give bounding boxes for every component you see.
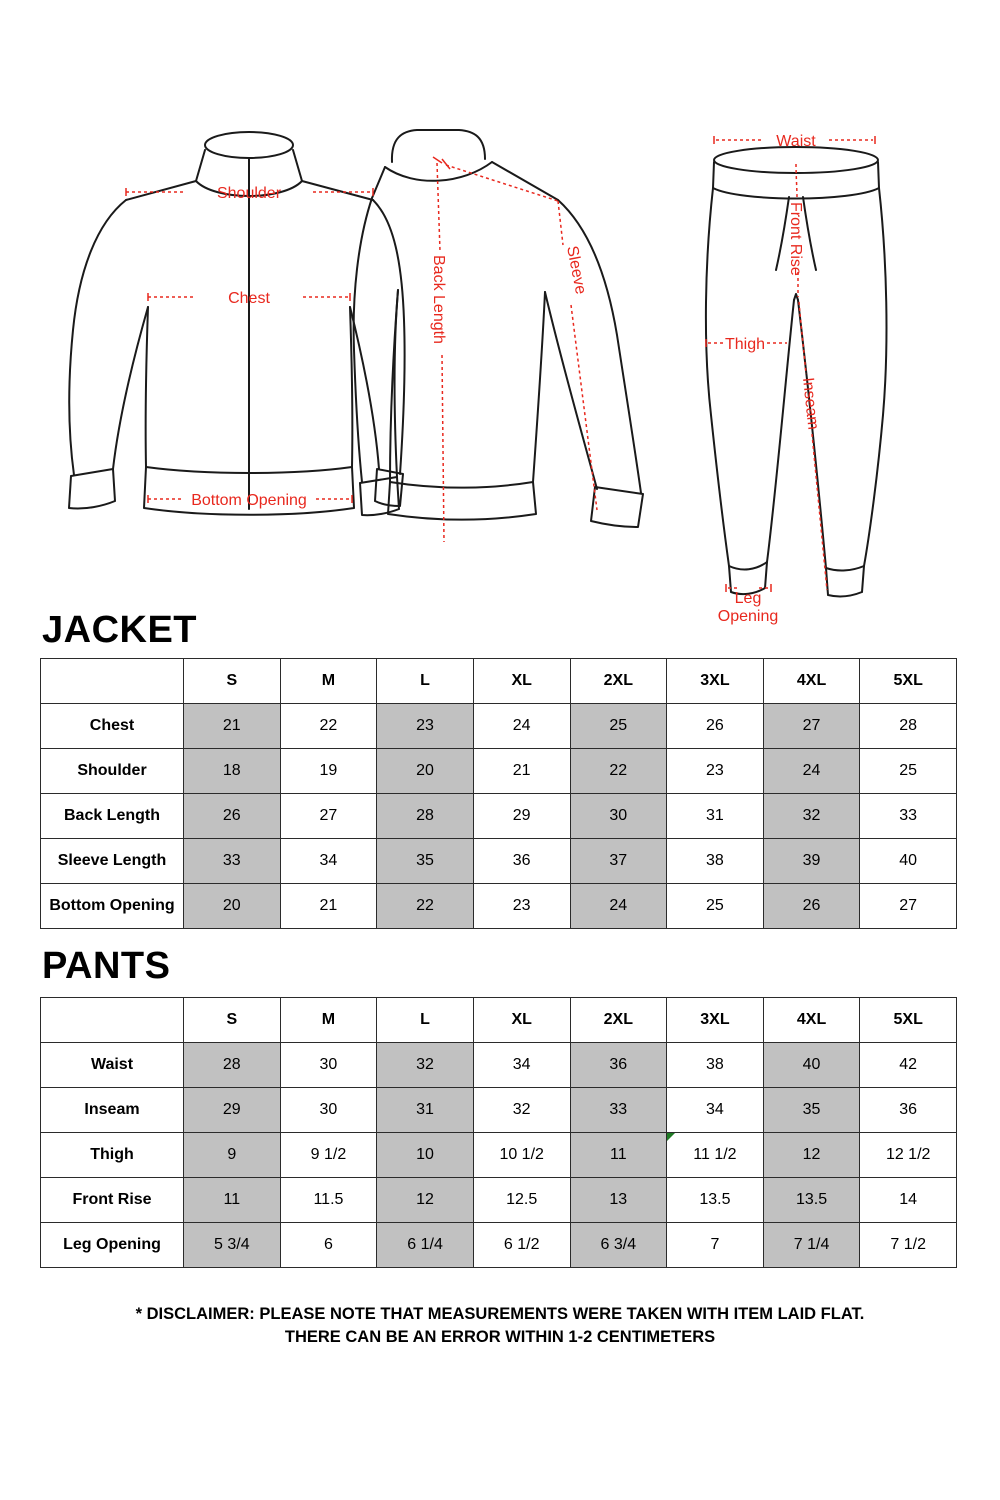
size-value-cell: 18	[184, 749, 281, 794]
size-column-header: 4XL	[763, 659, 860, 704]
size-value-cell: 28	[377, 794, 474, 839]
size-value-cell: 25	[860, 749, 957, 794]
size-value-cell: 40	[860, 839, 957, 884]
size-value-cell: 10 1/2	[473, 1133, 570, 1178]
size-column-header: 5XL	[860, 998, 957, 1043]
size-value-cell: 14	[860, 1178, 957, 1223]
size-value-cell: 13.5	[667, 1178, 764, 1223]
size-value-cell: 20	[377, 749, 474, 794]
measurement-diagrams	[0, 0, 1000, 655]
size-value-cell: 21	[280, 884, 377, 929]
size-value-cell: 32	[763, 794, 860, 839]
size-value-cell: 38	[667, 1043, 764, 1088]
size-value-cell: 36	[570, 1043, 667, 1088]
size-value-cell: 40	[763, 1043, 860, 1088]
chest-measure-label: Chest	[228, 290, 270, 307]
size-value-cell: 21	[473, 749, 570, 794]
size-value-cell: 24	[473, 704, 570, 749]
size-value-cell: 33	[184, 839, 281, 884]
measure-row-label: Waist	[41, 1043, 184, 1088]
table-row	[41, 1223, 957, 1268]
size-value-cell: 7 1/4	[763, 1223, 860, 1268]
size-value-cell: 37	[570, 839, 667, 884]
table-header-row	[41, 998, 957, 1043]
size-value-cell: 32	[473, 1088, 570, 1133]
size-value-cell: 42	[860, 1043, 957, 1088]
table-row	[41, 1133, 957, 1178]
size-value-cell: 29	[184, 1088, 281, 1133]
size-value-cell: 34	[473, 1043, 570, 1088]
disclaimer-line-2: THERE CAN BE AN ERROR WITHIN 1-2 CENTIMETERS	[284, 1328, 716, 1346]
size-value-cell: 23	[377, 704, 474, 749]
size-value-cell: 28	[860, 704, 957, 749]
back-length-measure-line	[430, 157, 447, 542]
shoulder-measure-line	[126, 185, 373, 202]
size-value-cell: 5 3/4	[184, 1223, 281, 1268]
size-value-cell: 28	[184, 1043, 281, 1088]
measure-row-label: Shoulder	[41, 749, 184, 794]
corner-cell	[41, 998, 184, 1043]
table-row	[41, 749, 957, 794]
table-row	[41, 839, 957, 884]
table-row	[41, 794, 957, 839]
measure-row-label: Back Length	[41, 794, 184, 839]
size-column-header: S	[184, 659, 281, 704]
inseam-measure-label: Inseam	[799, 376, 822, 431]
size-value-cell: 6 3/4	[570, 1223, 667, 1268]
measure-row-label: Chest	[41, 704, 184, 749]
size-value-cell: 33	[570, 1088, 667, 1133]
front-rise-measure-label: Front Rise	[787, 202, 804, 276]
size-value-cell: 26	[667, 704, 764, 749]
size-column-header: 3XL	[667, 998, 764, 1043]
measure-row-label: Sleeve Length	[41, 839, 184, 884]
jacket-section-title: JACKET	[42, 609, 198, 651]
measure-row-label: Bottom Opening	[41, 884, 184, 929]
measure-row-label: Leg Opening	[41, 1223, 184, 1268]
size-column-header: M	[280, 659, 377, 704]
shoulder-measure-label: Shoulder	[216, 185, 282, 202]
size-column-header: XL	[473, 998, 570, 1043]
size-value-cell: 30	[280, 1088, 377, 1133]
sleeve-measure-line	[442, 159, 597, 510]
size-column-header: 2XL	[570, 998, 667, 1043]
size-value-cell: 29	[473, 794, 570, 839]
inseam-measure-line	[799, 302, 827, 590]
table-row	[41, 1088, 957, 1133]
size-column-header: S	[184, 998, 281, 1043]
leg-opening-measure-label-line2: Opening	[717, 608, 779, 625]
waist-measure-line	[714, 133, 875, 150]
size-value-cell: 22	[377, 884, 474, 929]
leg-opening-measure-label: Leg	[734, 590, 762, 607]
front-rise-measure-line	[787, 164, 804, 297]
size-value-cell: 27	[860, 884, 957, 929]
pants-drawing	[660, 100, 1000, 645]
size-column-header: L	[377, 998, 474, 1043]
jacket-size-table	[40, 658, 957, 929]
size-value-cell: 25	[667, 884, 764, 929]
size-value-cell: 26	[184, 794, 281, 839]
size-value-cell: 20	[184, 884, 281, 929]
size-value-cell: 11	[184, 1178, 281, 1223]
bottom-opening-measure-label: Bottom Opening	[191, 492, 307, 509]
disclaimer	[0, 1303, 1000, 1349]
pants-section-title: PANTS	[42, 945, 171, 987]
size-value-cell: 30	[570, 794, 667, 839]
size-value-cell: 38	[667, 839, 764, 884]
size-value-cell: 36	[473, 839, 570, 884]
size-value-cell: 24	[570, 884, 667, 929]
size-value-cell: 33	[860, 794, 957, 839]
size-column-header: L	[377, 659, 474, 704]
size-value-cell: 6 1/2	[473, 1223, 570, 1268]
size-value-cell: 22	[570, 749, 667, 794]
size-value-cell: 12 1/2	[860, 1133, 957, 1178]
thigh-measure-line	[706, 336, 787, 353]
table-row	[41, 704, 957, 749]
cell-comment-marker	[667, 1133, 675, 1141]
size-value-cell: 11	[570, 1133, 667, 1178]
size-value-cell: 23	[667, 749, 764, 794]
size-column-header: 4XL	[763, 998, 860, 1043]
size-value-cell: 30	[280, 1043, 377, 1088]
pants-size-table	[40, 997, 957, 1268]
size-value-cell: 27	[280, 794, 377, 839]
size-value-cell: 35	[377, 839, 474, 884]
size-value-cell: 12.5	[473, 1178, 570, 1223]
size-value-cell: 10	[377, 1133, 474, 1178]
size-value-cell: 31	[667, 794, 764, 839]
size-value-cell: 6	[280, 1223, 377, 1268]
table-row	[41, 884, 957, 929]
size-column-header: 3XL	[667, 659, 764, 704]
size-column-header: 5XL	[860, 659, 957, 704]
size-value-cell: 26	[763, 884, 860, 929]
waist-measure-label: Waist	[776, 133, 816, 150]
measure-row-label: Inseam	[41, 1088, 184, 1133]
size-value-cell: 23	[473, 884, 570, 929]
size-value-cell: 34	[280, 839, 377, 884]
size-column-header: XL	[473, 659, 570, 704]
leg-opening-measure-line	[718, 584, 779, 625]
back-length-measure-label: Back Length	[430, 255, 447, 344]
size-value-cell: 12	[377, 1178, 474, 1223]
size-column-header: 2XL	[570, 659, 667, 704]
corner-cell	[41, 659, 184, 704]
size-value-cell: 13	[570, 1178, 667, 1223]
bottom-opening-measure-line	[148, 492, 352, 509]
size-value-cell: 7	[667, 1223, 764, 1268]
jacket-front-drawing	[25, 105, 405, 535]
size-column-header: M	[280, 998, 377, 1043]
size-value-cell: 31	[377, 1088, 474, 1133]
size-value-cell: 7 1/2	[860, 1223, 957, 1268]
size-value-cell: 34	[667, 1088, 764, 1133]
size-value-cell: 36	[860, 1088, 957, 1133]
table-row	[41, 1178, 957, 1223]
chest-measure-line	[148, 290, 350, 307]
size-value-cell: 39	[763, 839, 860, 884]
size-value-cell: 25	[570, 704, 667, 749]
size-value-cell: 21	[184, 704, 281, 749]
measure-row-label: Front Rise	[41, 1178, 184, 1223]
size-value-cell: 35	[763, 1088, 860, 1133]
table-row	[41, 1043, 957, 1088]
thigh-measure-label: Thigh	[724, 336, 766, 353]
size-value-cell: 11 1/2	[667, 1133, 764, 1178]
size-value-cell: 24	[763, 749, 860, 794]
disclaimer-line-1: * DISCLAIMER: PLEASE NOTE THAT MEASUREMENTS WERE TAKEN WITH ITEM LAID FLAT.	[135, 1305, 865, 1323]
size-value-cell: 22	[280, 704, 377, 749]
size-value-cell: 13.5	[763, 1178, 860, 1223]
size-value-cell: 9 1/2	[280, 1133, 377, 1178]
table-header-row	[41, 659, 957, 704]
size-value-cell: 11.5	[280, 1178, 377, 1223]
size-value-cell: 32	[377, 1043, 474, 1088]
size-value-cell: 12	[763, 1133, 860, 1178]
measure-row-label: Thigh	[41, 1133, 184, 1178]
size-value-cell: 27	[763, 704, 860, 749]
size-value-cell: 6 1/4	[377, 1223, 474, 1268]
sleeve-measure-label: Sleeve	[563, 244, 590, 296]
size-value-cell: 19	[280, 749, 377, 794]
size-value-cell: 9	[184, 1133, 281, 1178]
